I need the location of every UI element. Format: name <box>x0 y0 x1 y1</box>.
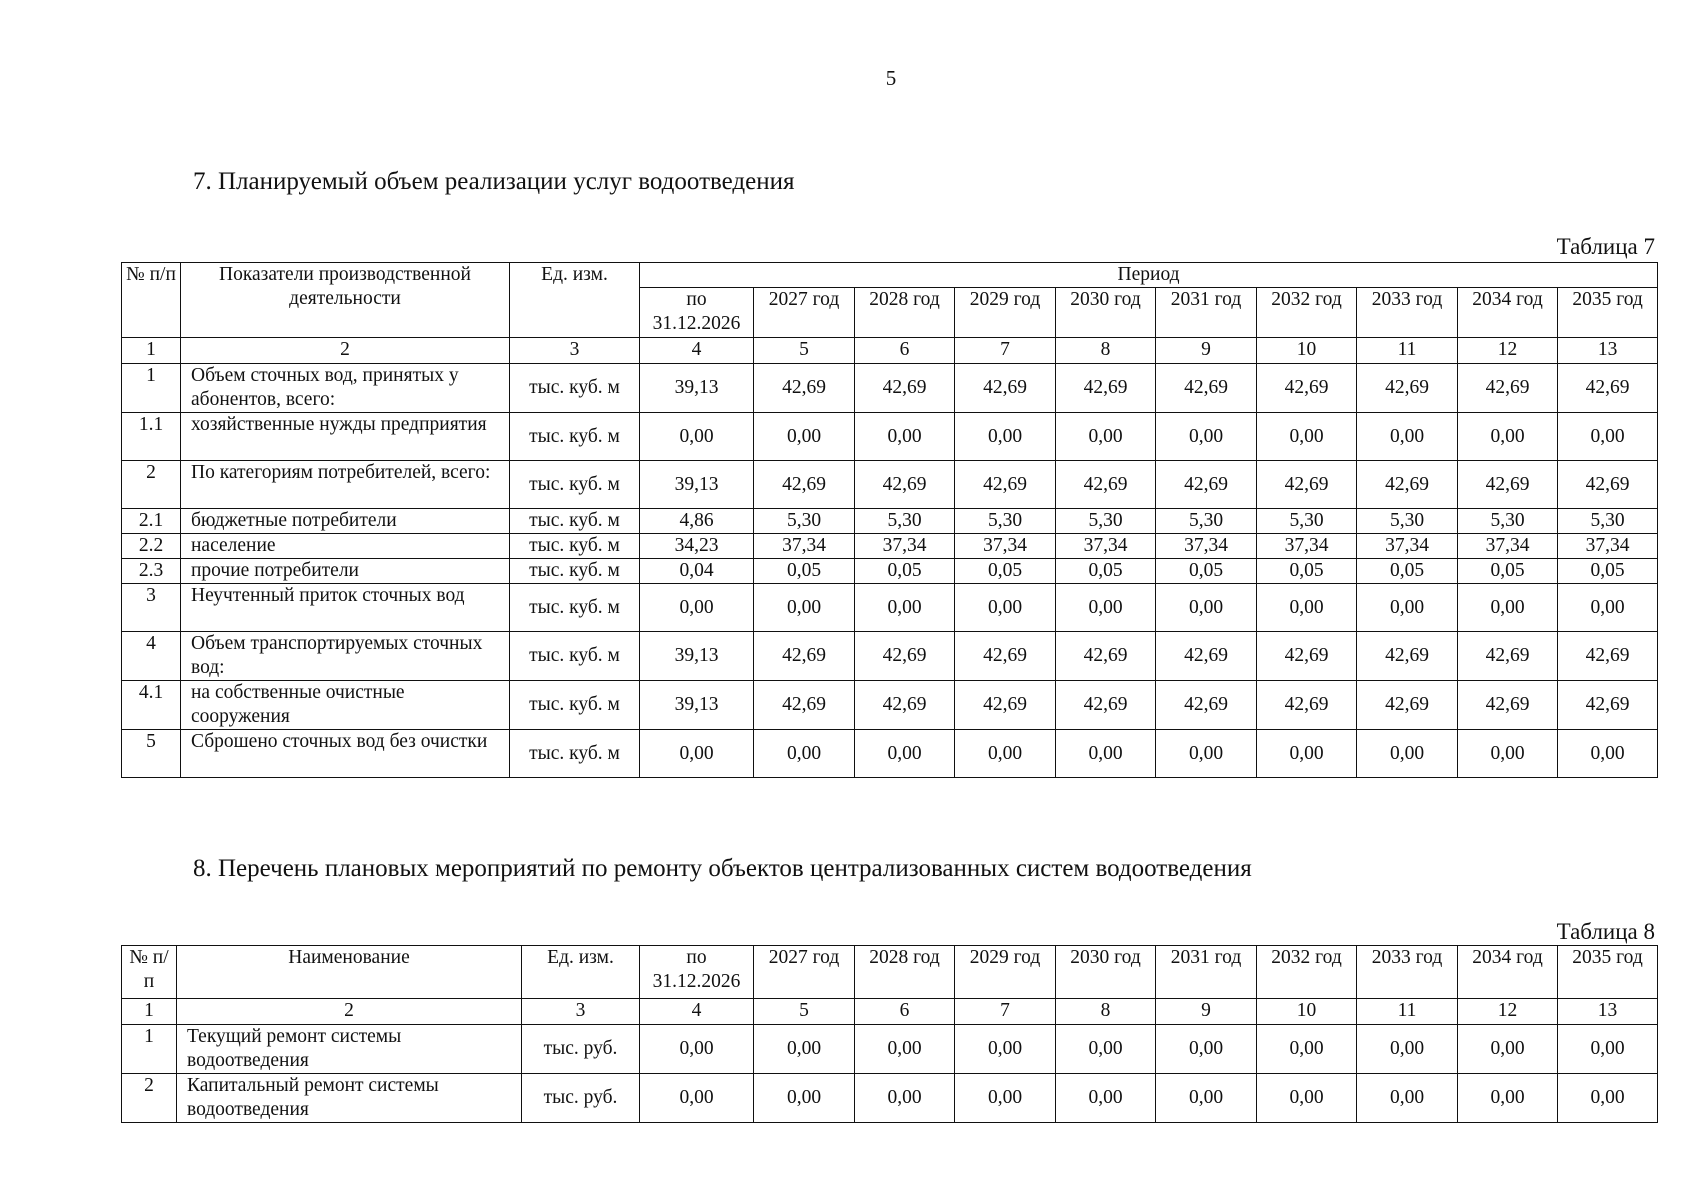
row-value: 0,05 <box>1056 559 1156 584</box>
row-value: 42,69 <box>1257 364 1357 413</box>
row-value: 37,34 <box>754 534 855 559</box>
table-8-header-row <box>122 946 1658 999</box>
row-value: 0,05 <box>1357 559 1458 584</box>
row-value: 0,00 <box>1056 1074 1156 1123</box>
header-year: 2030 год <box>1056 946 1156 999</box>
row-value: 0,00 <box>1257 584 1357 632</box>
row-value: 42,69 <box>1558 461 1658 509</box>
row-number: 4 <box>122 632 181 681</box>
row-value: 4,86 <box>640 509 754 534</box>
row-value: 5,30 <box>754 509 855 534</box>
row-value: 0,00 <box>855 730 955 778</box>
row-value: 0,00 <box>855 1025 955 1074</box>
header-year: по 31.12.2026 <box>640 946 754 999</box>
row-value: 0,05 <box>855 559 955 584</box>
row-value: 42,69 <box>1458 461 1558 509</box>
row-value: 42,69 <box>855 632 955 681</box>
row-value: 0,00 <box>1458 584 1558 632</box>
row-unit: тыс. куб. м <box>510 681 640 730</box>
section-8-title: 8. Перечень плановых мероприятий по ремонту объектов централизованных систем водоотведения <box>193 855 1252 882</box>
table-row <box>122 461 1658 509</box>
column-number: 9 <box>1156 338 1257 364</box>
row-number: 2 <box>122 461 181 509</box>
column-number: 8 <box>1056 999 1156 1025</box>
row-value: 0,00 <box>640 1074 754 1123</box>
row-value: 42,69 <box>955 681 1056 730</box>
table-8-column-numbers <box>122 999 1658 1025</box>
column-number: 8 <box>1056 338 1156 364</box>
header-unit: Ед. изм. <box>522 946 640 999</box>
row-unit: тыс. куб. м <box>510 509 640 534</box>
row-number: 3 <box>122 584 181 632</box>
row-value: 0,00 <box>1558 1074 1658 1123</box>
column-number: 7 <box>955 338 1056 364</box>
row-number: 2 <box>122 1074 177 1123</box>
row-name: Объем транспортируемых сточных вод: <box>181 632 510 681</box>
row-name: Текущий ремонт системы водоотведения <box>177 1025 522 1074</box>
header-year: 2034 год <box>1458 288 1558 338</box>
column-number: 13 <box>1558 999 1658 1025</box>
column-number: 3 <box>522 999 640 1025</box>
row-unit: тыс. куб. м <box>510 461 640 509</box>
row-value: 42,69 <box>1357 632 1458 681</box>
column-number: 12 <box>1458 338 1558 364</box>
row-value: 42,69 <box>1357 681 1458 730</box>
header-year: 2031 год <box>1156 288 1257 338</box>
table-8-body <box>122 946 1658 1123</box>
row-value: 0,00 <box>754 1025 855 1074</box>
header-year: 2030 год <box>1056 288 1156 338</box>
column-number: 5 <box>754 338 855 364</box>
row-value: 0,00 <box>955 1025 1056 1074</box>
row-value: 0,05 <box>955 559 1056 584</box>
row-value: 0,00 <box>955 584 1056 632</box>
row-value: 0,05 <box>1257 559 1357 584</box>
page-number: 5 <box>885 66 897 90</box>
row-value: 39,13 <box>640 632 754 681</box>
row-value: 0,00 <box>955 413 1056 461</box>
row-value: 0,00 <box>754 1074 855 1123</box>
row-value: 37,34 <box>1257 534 1357 559</box>
row-unit: тыс. руб. <box>522 1025 640 1074</box>
row-value: 37,34 <box>1558 534 1658 559</box>
row-value: 42,69 <box>1558 364 1658 413</box>
row-name: По категориям потребителей, всего: <box>181 461 510 509</box>
row-value: 42,69 <box>1056 632 1156 681</box>
header-year: 2028 год <box>855 946 955 999</box>
row-value: 42,69 <box>1257 632 1357 681</box>
table-row <box>122 632 1658 681</box>
row-value: 0,00 <box>1156 1025 1257 1074</box>
column-number: 11 <box>1357 999 1458 1025</box>
column-number: 9 <box>1156 999 1257 1025</box>
row-value: 0,00 <box>1156 584 1257 632</box>
row-number: 2.3 <box>122 559 181 584</box>
row-value: 0,00 <box>1156 413 1257 461</box>
column-number: 10 <box>1257 999 1357 1025</box>
header-year: 2027 год <box>754 946 855 999</box>
row-value: 37,34 <box>1357 534 1458 559</box>
column-number: 1 <box>122 999 177 1025</box>
header-year: 2031 год <box>1156 946 1257 999</box>
row-name: хозяйственные нужды предприятия <box>181 413 510 461</box>
row-value: 5,30 <box>1056 509 1156 534</box>
row-value: 0,00 <box>1357 1025 1458 1074</box>
row-value: 42,69 <box>1056 681 1156 730</box>
row-number: 5 <box>122 730 181 778</box>
row-value: 0,00 <box>754 730 855 778</box>
row-unit: тыс. куб. м <box>510 364 640 413</box>
row-value: 42,69 <box>1156 632 1257 681</box>
row-value: 42,69 <box>754 461 855 509</box>
row-unit: тыс. руб. <box>522 1074 640 1123</box>
row-value: 37,34 <box>955 534 1056 559</box>
row-value: 42,69 <box>855 461 955 509</box>
table-row <box>122 1025 1658 1074</box>
header-year: 2029 год <box>955 946 1056 999</box>
row-value: 0,00 <box>1558 1025 1658 1074</box>
row-value: 0,00 <box>1257 413 1357 461</box>
row-value: 0,00 <box>754 584 855 632</box>
row-value: 0,00 <box>1558 584 1658 632</box>
table-7-header-row-1 <box>122 263 1658 288</box>
row-number: 2.2 <box>122 534 181 559</box>
row-value: 0,00 <box>1458 1074 1558 1123</box>
row-value: 0,00 <box>640 584 754 632</box>
row-value: 0,00 <box>1257 1025 1357 1074</box>
row-value: 39,13 <box>640 681 754 730</box>
row-value: 34,23 <box>640 534 754 559</box>
header-year: 2032 год <box>1257 288 1357 338</box>
table-row <box>122 559 1658 584</box>
row-value: 0,00 <box>640 413 754 461</box>
table-row <box>122 730 1658 778</box>
row-number: 1 <box>122 364 181 413</box>
table-row <box>122 1074 1658 1123</box>
row-value: 5,30 <box>1357 509 1458 534</box>
row-value: 0,00 <box>1156 1074 1257 1123</box>
row-value: 42,69 <box>1056 364 1156 413</box>
row-value: 42,69 <box>1156 681 1257 730</box>
row-value: 0,05 <box>1558 559 1658 584</box>
row-value: 39,13 <box>640 364 754 413</box>
header-unit: Ед. изм. <box>510 263 640 338</box>
header-year: 2033 год <box>1357 288 1458 338</box>
row-number: 1 <box>122 1025 177 1074</box>
row-name: бюджетные потребители <box>181 509 510 534</box>
row-unit: тыс. куб. м <box>510 730 640 778</box>
header-indicator: Показатели производственной деятельности <box>181 263 510 338</box>
row-value: 0,00 <box>640 730 754 778</box>
row-value: 37,34 <box>1156 534 1257 559</box>
table-row <box>122 681 1658 730</box>
row-value: 37,34 <box>855 534 955 559</box>
table-7-column-numbers <box>122 338 1658 364</box>
row-value: 0,00 <box>855 584 955 632</box>
row-value: 42,69 <box>1357 461 1458 509</box>
row-value: 42,69 <box>855 681 955 730</box>
row-value: 0,00 <box>1156 730 1257 778</box>
row-value: 42,69 <box>754 364 855 413</box>
row-name: население <box>181 534 510 559</box>
row-value: 0,05 <box>754 559 855 584</box>
row-value: 42,69 <box>1458 681 1558 730</box>
row-value: 0,00 <box>1056 413 1156 461</box>
row-name: Объем сточных вод, принятых у абонентов, всего: <box>181 364 510 413</box>
row-name: прочие потребители <box>181 559 510 584</box>
row-value: 0,00 <box>1458 1025 1558 1074</box>
row-value: 0,00 <box>1357 1074 1458 1123</box>
row-value: 42,69 <box>1558 632 1658 681</box>
table-7 <box>121 262 1658 778</box>
row-value: 0,00 <box>955 1074 1056 1123</box>
row-value: 42,69 <box>754 681 855 730</box>
row-value: 42,69 <box>754 632 855 681</box>
row-value: 0,05 <box>1458 559 1558 584</box>
row-value: 37,34 <box>1056 534 1156 559</box>
header-year: 2035 год <box>1558 288 1658 338</box>
row-value: 5,30 <box>855 509 955 534</box>
row-value: 42,69 <box>1357 364 1458 413</box>
table-row <box>122 413 1658 461</box>
row-name: Сброшено сточных вод без очистки <box>181 730 510 778</box>
row-value: 0,00 <box>1257 730 1357 778</box>
table-7-body <box>122 263 1658 778</box>
row-value: 0,00 <box>1257 1074 1357 1123</box>
header-year: 2034 год <box>1458 946 1558 999</box>
header-year: по 31.12.2026 <box>640 288 754 338</box>
row-value: 42,69 <box>1156 461 1257 509</box>
header-year: 2033 год <box>1357 946 1458 999</box>
table-row <box>122 364 1658 413</box>
row-value: 0,00 <box>1357 413 1458 461</box>
row-name: Неучтенный приток сточных вод <box>181 584 510 632</box>
row-value: 42,69 <box>1458 632 1558 681</box>
row-value: 42,69 <box>955 364 1056 413</box>
row-value: 0,00 <box>855 1074 955 1123</box>
row-value: 37,34 <box>1458 534 1558 559</box>
row-value: 0,00 <box>1056 730 1156 778</box>
row-value: 0,00 <box>1357 584 1458 632</box>
row-unit: тыс. куб. м <box>510 559 640 584</box>
row-unit: тыс. куб. м <box>510 534 640 559</box>
row-value: 0,00 <box>1056 584 1156 632</box>
column-number: 6 <box>855 999 955 1025</box>
row-value: 0,00 <box>754 413 855 461</box>
row-number: 4.1 <box>122 681 181 730</box>
row-value: 0,04 <box>640 559 754 584</box>
row-value: 0,05 <box>1156 559 1257 584</box>
header-year: 2028 год <box>855 288 955 338</box>
column-number: 13 <box>1558 338 1658 364</box>
column-number: 6 <box>855 338 955 364</box>
row-value: 5,30 <box>1257 509 1357 534</box>
header-year: 2027 год <box>754 288 855 338</box>
header-year: 2029 год <box>955 288 1056 338</box>
column-number: 4 <box>640 999 754 1025</box>
column-number: 4 <box>640 338 754 364</box>
column-number: 2 <box>177 999 522 1025</box>
row-value: 0,00 <box>1458 730 1558 778</box>
column-number: 1 <box>122 338 181 364</box>
row-value: 42,69 <box>1056 461 1156 509</box>
row-value: 0,00 <box>855 413 955 461</box>
column-number: 7 <box>955 999 1056 1025</box>
table-7-label: Таблица 7 <box>1556 234 1655 259</box>
header-name: Наименование <box>177 946 522 999</box>
row-value: 0,00 <box>1056 1025 1156 1074</box>
row-value: 5,30 <box>1458 509 1558 534</box>
row-unit: тыс. куб. м <box>510 413 640 461</box>
row-value: 42,69 <box>955 461 1056 509</box>
header-year: 2032 год <box>1257 946 1357 999</box>
row-value: 5,30 <box>1156 509 1257 534</box>
table-row <box>122 534 1658 559</box>
row-value: 42,69 <box>955 632 1056 681</box>
row-value: 0,00 <box>640 1025 754 1074</box>
row-name: на собственные очистные сооружения <box>181 681 510 730</box>
row-unit: тыс. куб. м <box>510 584 640 632</box>
header-num: № п/п <box>122 263 181 338</box>
row-value: 42,69 <box>1257 681 1357 730</box>
row-value: 42,69 <box>1156 364 1257 413</box>
row-value: 0,00 <box>955 730 1056 778</box>
row-value: 5,30 <box>1558 509 1658 534</box>
header-num: № п/п <box>122 946 177 999</box>
table-row <box>122 584 1658 632</box>
column-number: 11 <box>1357 338 1458 364</box>
row-value: 42,69 <box>1257 461 1357 509</box>
column-number: 2 <box>181 338 510 364</box>
column-number: 5 <box>754 999 855 1025</box>
row-value: 0,00 <box>1458 413 1558 461</box>
column-number: 12 <box>1458 999 1558 1025</box>
header-period: Период <box>640 263 1658 288</box>
row-value: 0,00 <box>1558 413 1658 461</box>
row-value: 42,69 <box>1458 364 1558 413</box>
row-value: 5,30 <box>955 509 1056 534</box>
header-year: 2035 год <box>1558 946 1658 999</box>
section-7-title: 7. Планируемый объем реализации услуг водоотведения <box>193 168 795 195</box>
row-unit: тыс. куб. м <box>510 632 640 681</box>
row-value: 0,00 <box>1558 730 1658 778</box>
column-number: 10 <box>1257 338 1357 364</box>
row-value: 42,69 <box>1558 681 1658 730</box>
row-value: 42,69 <box>855 364 955 413</box>
row-value: 39,13 <box>640 461 754 509</box>
table-8 <box>121 945 1658 1123</box>
row-number: 1.1 <box>122 413 181 461</box>
row-name: Капитальный ремонт системы водоотведения <box>177 1074 522 1123</box>
table-8-label: Таблица 8 <box>1556 919 1655 944</box>
table-row <box>122 509 1658 534</box>
column-number: 3 <box>510 338 640 364</box>
row-number: 2.1 <box>122 509 181 534</box>
row-value: 0,00 <box>1357 730 1458 778</box>
